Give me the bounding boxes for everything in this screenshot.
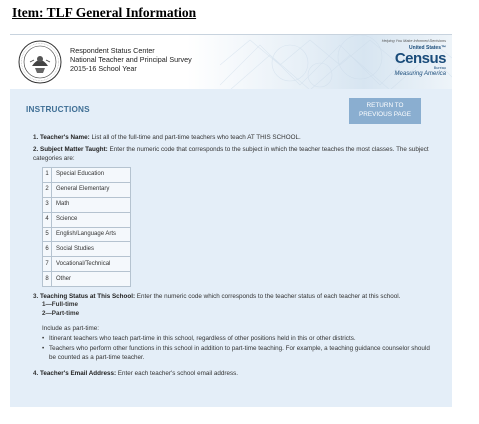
item-text: List all of the full-time and part-time teachers who teach AT THIS SCHOOL. xyxy=(89,134,301,141)
part-time-include-intro: Include as part-time: xyxy=(42,325,100,333)
subject-name-cell: Social Studies xyxy=(52,242,131,257)
header-line-2: National Teacher and Principal Survey xyxy=(70,55,192,64)
instructions-panel xyxy=(10,89,452,407)
instruction-item-teacher-name xyxy=(33,133,433,142)
instruction-item-subject xyxy=(33,145,433,163)
item-label: Teacher's Email Address: xyxy=(40,370,117,378)
census-bureau-logo xyxy=(378,39,446,85)
item-label: Subject Matter Taught: xyxy=(40,146,108,153)
subject-name-cell: Vocational/Technical xyxy=(52,257,131,272)
table-row xyxy=(43,227,131,242)
subject-name-cell: English/Language Arts xyxy=(52,227,131,242)
item-number: 3. xyxy=(33,293,39,301)
list-item: • Teachers who perform other functions in this school in addition to part-time teaching. For example, a teaching guidance counselor should be counted as a part-time teacher. xyxy=(42,344,433,362)
item-number: 2. xyxy=(33,146,39,153)
return-button-line-2: PREVIOUS PAGE xyxy=(358,110,412,118)
table-row xyxy=(43,242,131,257)
subject-code-cell: 2 xyxy=(43,182,52,197)
department-of-commerce-seal-icon xyxy=(18,40,62,84)
item-number: 1. xyxy=(33,134,39,141)
table-row xyxy=(43,257,131,272)
subject-code-cell: 7 xyxy=(43,257,52,272)
subject-codes-table xyxy=(42,167,131,287)
census-united-states: United States™ xyxy=(409,45,446,51)
subject-code-cell: 1 xyxy=(43,168,52,183)
subject-code-cell: 3 xyxy=(43,197,52,212)
item-number: 4. xyxy=(33,370,39,378)
item-text: Enter the numeric code that corresponds to the subject in which the teacher teaches the most classes. The subject categories are: xyxy=(33,146,429,162)
instructions-content xyxy=(33,133,433,381)
table-row xyxy=(43,212,131,227)
subject-codes-table-body xyxy=(43,168,131,287)
subject-name-cell: General Elementary xyxy=(52,182,131,197)
table-row xyxy=(43,197,131,212)
header-line-1: Respondent Status Center xyxy=(70,46,155,55)
status-code-full-time: 1—Full-time xyxy=(42,301,79,309)
item-label: Teacher's Name: xyxy=(40,134,90,141)
subject-code-cell: 6 xyxy=(43,242,52,257)
subject-code-cell: 4 xyxy=(43,212,52,227)
instructions-heading: INSTRUCTIONS xyxy=(26,105,90,114)
item-title: Item: TLF General Information xyxy=(12,5,197,20)
subject-name-cell: Science xyxy=(52,212,131,227)
return-to-previous-page-button[interactable] xyxy=(349,98,421,124)
census-wordmark: Census xyxy=(394,50,446,67)
page-header xyxy=(10,34,452,90)
subject-code-cell: 8 xyxy=(43,272,52,287)
subject-name-cell: Special Education xyxy=(52,168,131,183)
item-label: Teaching Status at This School: xyxy=(40,293,136,301)
subject-code-cell: 5 xyxy=(43,227,52,242)
return-button-line-1: RETURN TO xyxy=(366,102,404,109)
instruction-item-teaching-status xyxy=(33,292,433,362)
census-bureau-text: Bureau xyxy=(433,66,446,70)
header-line-3: 2015-16 School Year xyxy=(70,64,137,73)
table-row xyxy=(43,182,131,197)
item-text: Enter the numeric code which corresponds to the teacher status of each teacher at this school. xyxy=(135,293,401,301)
list-item: • Itinerant teachers who teach part-time in this school, regardless of other positions held in this or other districts. xyxy=(42,334,433,343)
part-time-criteria-list xyxy=(33,334,433,362)
survey-title-block xyxy=(70,46,192,73)
status-code-part-time: 2—Part-time xyxy=(42,309,80,317)
subject-name-cell: Math xyxy=(52,197,131,212)
census-measuring-america: Measuring America xyxy=(394,71,446,77)
instruction-item-email xyxy=(33,369,433,378)
subject-name-cell: Other xyxy=(52,272,131,287)
item-text: Enter each teacher's school email address. xyxy=(116,370,239,378)
table-row xyxy=(43,168,131,183)
census-tagline: Helping You Make Informed Decisions xyxy=(381,39,446,43)
table-row xyxy=(43,272,131,287)
